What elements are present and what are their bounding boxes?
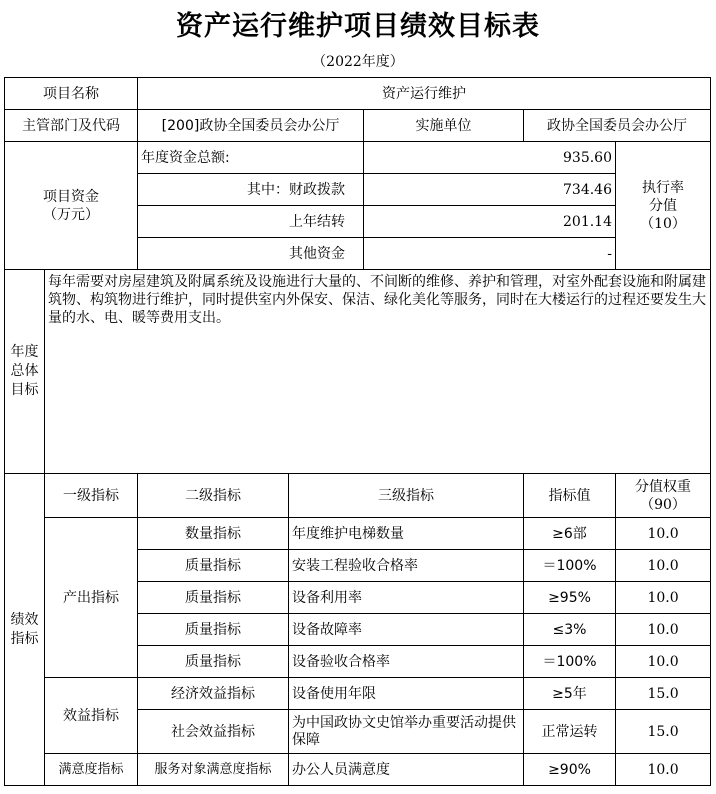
- impl-unit-value: 政协全国委员会办公厅: [524, 110, 711, 142]
- performance-label-line: 绩效: [10, 611, 39, 628]
- dept-value: [200]政协全国委员会办公厅: [138, 110, 364, 142]
- row-level3: 设备利用率: [289, 582, 524, 614]
- header-level1: 一级指标: [45, 474, 138, 518]
- row-level3: 设备使用年限: [289, 678, 524, 710]
- row-value: 正常运转: [524, 710, 616, 754]
- row-value: ≥5年: [524, 678, 616, 710]
- row-value: ≤3%: [524, 614, 616, 646]
- row-weight: 10.0: [616, 754, 711, 786]
- funds-label-line2: （万元）: [43, 206, 99, 223]
- impl-unit-label: 实施单位: [364, 110, 524, 142]
- funds-fiscal-label: 其中：财政拨款: [138, 174, 364, 206]
- row-level3: 安装工程验收合格率: [289, 550, 524, 582]
- row-value: ＝100%: [524, 646, 616, 678]
- header-level3: 三级指标: [289, 474, 524, 518]
- row-value: ≥90%: [524, 754, 616, 786]
- table-row: [5, 518, 711, 550]
- page-subtitle: （2022年度）: [312, 54, 404, 70]
- execution-rate-line1: 执行率: [642, 179, 685, 196]
- funds-other-label: 其他资金: [138, 238, 364, 270]
- project-name-value: 资产运行维护: [138, 78, 711, 110]
- performance-indicator-label: [5, 474, 45, 786]
- funds-label-line1: 项目资金: [43, 188, 99, 205]
- row-weight: 15.0: [616, 678, 711, 710]
- row-level3: 设备验收合格率: [289, 646, 524, 678]
- funds-fiscal-value: 734.46: [364, 174, 616, 206]
- annual-goal-label-line: 总体: [10, 363, 39, 379]
- performance-goal-table: [4, 77, 711, 786]
- execution-rate-line2: 分值: [649, 197, 678, 214]
- row-level2: 服务对象满意度指标: [138, 754, 289, 786]
- group-satisfaction: 满意度指标: [45, 754, 138, 786]
- row-level3: 设备故障率: [289, 614, 524, 646]
- row-level3: 年度维护电梯数量: [289, 518, 524, 550]
- dept-label: 主管部门及代码: [5, 110, 138, 142]
- row-level2: 质量指标: [138, 646, 289, 678]
- row-value: ＝100%: [524, 550, 616, 582]
- row-level2: 质量指标: [138, 550, 289, 582]
- row-level2: 经济效益指标: [138, 678, 289, 710]
- row-level2: 数量指标: [138, 518, 289, 550]
- row-level2: 社会效益指标: [138, 710, 289, 754]
- annual-goal-text: 每年需要对房屋建筑及附属系统及设施进行大量的、不间断的维修、养护和管理，对室外配套设施和附属建筑物、构筑物进行维护，同时提供室内外保安、保洁、绿化美化等服务，同时在大楼运行的过程还要发生大量的水、电、暖等费用支出。: [45, 270, 711, 474]
- annual-goal-label: [5, 270, 45, 474]
- project-name-label: 项目名称: [5, 78, 138, 110]
- header-level2: 二级指标: [138, 474, 289, 518]
- table-row: [5, 754, 711, 786]
- funds-label: [5, 142, 138, 270]
- row-level3: 办公人员满意度: [289, 754, 524, 786]
- funds-total-value: 935.60: [364, 142, 616, 174]
- row-weight: 15.0: [616, 710, 711, 754]
- row-weight: 10.0: [616, 646, 711, 678]
- row-value: ≥6部: [524, 518, 616, 550]
- funds-carryover-label: 上年结转: [138, 206, 364, 238]
- header-value: 指标值: [524, 474, 616, 518]
- row-weight: 10.0: [616, 614, 711, 646]
- row-weight: 10.0: [616, 582, 711, 614]
- row-weight: 10.0: [616, 550, 711, 582]
- row-value: ≥95%: [524, 582, 616, 614]
- funds-carryover-value: 201.14: [364, 206, 616, 238]
- row-level2: 质量指标: [138, 582, 289, 614]
- annual-goal-label-line: 年度: [10, 344, 39, 360]
- funds-total-label: 年度资金总额:: [138, 142, 364, 174]
- execution-rate-score: [616, 142, 711, 270]
- group-output: 产出指标: [45, 518, 138, 678]
- annual-goal-label-line: 目标: [10, 382, 39, 398]
- page-title: 资产运行维护项目绩效目标表: [176, 11, 540, 42]
- header-weight: [616, 474, 711, 518]
- table-row: [5, 678, 711, 710]
- group-benefit: 效益指标: [45, 678, 138, 754]
- header-weight-line2: （90）: [640, 496, 686, 513]
- header-weight-line1: 分值权重: [635, 478, 692, 495]
- funds-other-value: -: [364, 238, 616, 270]
- performance-label-line: 指标: [10, 630, 39, 647]
- row-weight: 10.0: [616, 518, 711, 550]
- row-level3: 为中国政协文史馆举办重要活动提供保障: [289, 710, 524, 754]
- row-level2: 质量指标: [138, 614, 289, 646]
- execution-rate-line3: （10）: [640, 215, 686, 232]
